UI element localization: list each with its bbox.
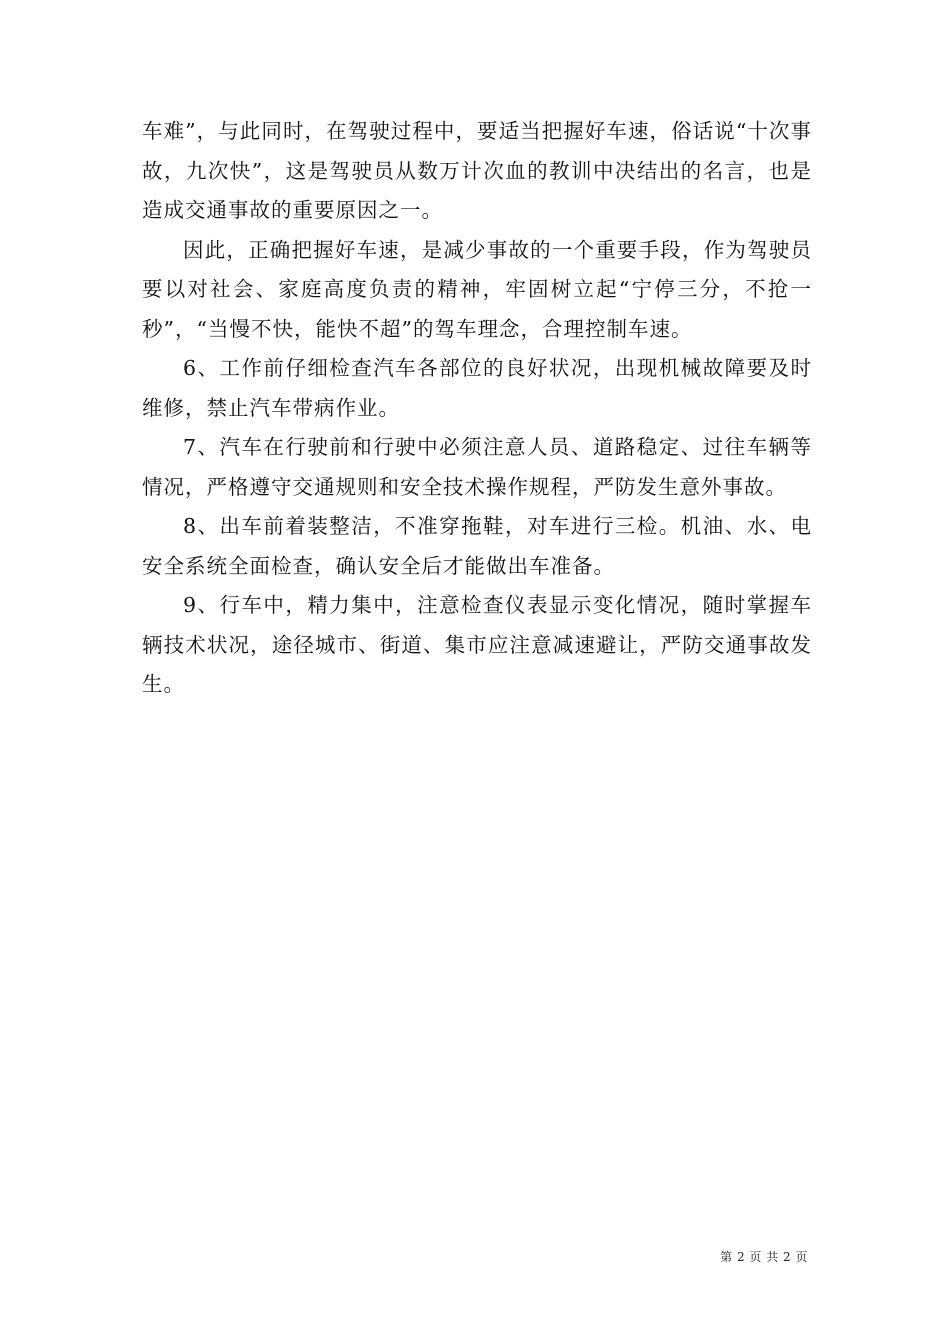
paragraph-speed-control: 因此，正确把握好车速，是减少事故的一个重要手段，作为驾驶员要以对社会、家庭高度负责的精神，牢固树立起“宁停三分，不抢一秒”，“当慢不快，能快不超”的驾车理念，合理控制车速。 bbox=[142, 237, 812, 341]
paragraph-item-9: 9、行车中，精力集中，注意检查仪表显示变化情况，随时掌握车辆技术状况，途径城市、街道、集市应注意减速避让，严防交通事故发生。 bbox=[142, 593, 812, 696]
document-body bbox=[142, 112, 812, 705]
page-number-footer: 第 2 页 共 2 页 bbox=[720, 1250, 808, 1264]
paragraph-item-6: 6、工作前仔细检查汽车各部位的良好状况，出现机械故障要及时维修，禁止汽车带病作业。 bbox=[142, 356, 812, 420]
paragraph-item-7: 7、汽车在行驶前和行驶中必须注意人员、道路稳定、过往车辆等情况，严格遵守交通规则和安全技术操作规程，严防发生意外事故。 bbox=[142, 435, 812, 499]
paragraph-continued: 车难”，与此同时，在驾驶过程中，要适当把握好车速，俗话说“十次事故，九次快”，这是驾驶员从数万计次血的教训中决结出的名言，也是造成交通事故的重要原因之一。 bbox=[142, 119, 812, 222]
paragraph-item-8: 8、出车前着装整洁，不准穿拖鞋，对车进行三检。机油、水、电安全系统全面检查，确认安全后才能做出车准备。 bbox=[142, 514, 812, 578]
